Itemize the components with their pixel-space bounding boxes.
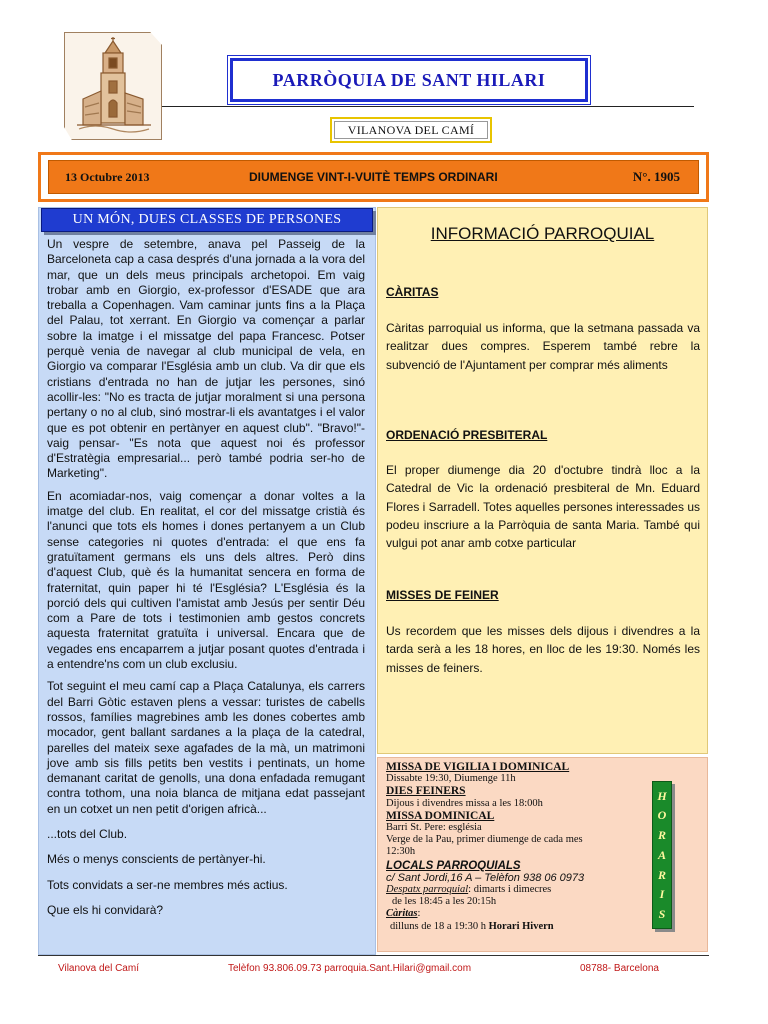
office-hours: de les 18:45 a les 20:15h: [392, 896, 497, 908]
horaris-letter: I: [659, 887, 665, 902]
footer-postcode: 08788- Barcelona: [580, 963, 659, 974]
caritas-schedule-label: Càritas: [386, 908, 418, 920]
caritas-body: Càritas parroquial us informa, que la setmana passada va realitzar dues compres. Esperem també rebre la subvenció de l'Ajuntament per comprar més aliments: [386, 321, 700, 372]
article-paragraph: Que els hi convidarà?: [47, 902, 164, 917]
caritas-note: Horari Hivern: [488, 920, 554, 932]
footer-divider: [38, 955, 709, 956]
header-divider: [162, 106, 694, 107]
horaris-letter: O: [657, 808, 667, 823]
office-label: Despatx parroquial: [386, 884, 469, 896]
article-column: [38, 207, 376, 955]
weekday-masses-body: Us recordem que les misses dels dijous i divendres a la tarda serà a les 18 hores, en lloc de les 19:30. Només les misses de feiners.: [386, 624, 700, 675]
article-paragraph: Un vespre de setembre, anava pel Passeig de la Barceloneta cap a casa després d'una jornada a la vora del mar, que un dels meus principals archetopoi. Em vaig trobar amb en Giorgio, ex-professor d'ESADE que ara treballa a Copenhagen. Vam caminar junts fins a la Plaça del Palau, tot xerrant. En Giorgio va començar a parlar sobre la imatge i el missatge del papa Francesc. Potser perquè venia de navegar al club municipal de vela, en Giorgio va comparar l'Església amb un club. Va dir que els cristians d'entrada no han de jutjar les persones, sinó acollir-les: "No es tracta de jutjar moralment si una persona pertany o no al club, sinó mostrar-li els avantatges i el valor que es pot obtenir en pertànyer en aquest club". "Bravo!"- vaig pensar- "Es nota que aquest noi és professor d'Estratègia empresarial... però també podria ser-ho de Marketing".: [47, 237, 365, 481]
article-paragraph: En acomiadar-nos, vaig començar a donar voltes a la imatge del club. En realitat, el cor del missatge cristià és l'anunci que tots els homes i dones pertanyem a un Club sense categories ni quotes d'entrada: el que ens fa gratuïtament germans els uns dels altres. Però dins d'aquest Club, què és la humanitat sencera en forma de fraternitat, quin paper hi té l'Església? L'Església és la porció dels qui cultiven l'amistat amb Jesús per sentir Déu com a Pare de tots i testimonien amb gestos concrets aquesta fraternitat gratuïta i universal. Encara que de vegades ens encaparrem a jutjar posant quotes d'entrada i a entendre'ns com un club exclusiu.: [47, 488, 365, 672]
caritas-day: dilluns de 18 a 19:30 h: [390, 920, 489, 932]
church-tower-icon: [65, 33, 161, 139]
horaris-letter: H: [657, 788, 667, 803]
footer-town: Vilanova del Camí: [58, 963, 139, 974]
vigil-heading: MISSA DE VIGILIA I DOMINICAL: [386, 761, 570, 773]
office-days: : dimarts i dimecres: [468, 884, 552, 896]
issue-date: 13 Octubre 2013: [65, 169, 150, 184]
schedule-panel: [377, 757, 708, 952]
locals-heading: LOCALS PARROQUIALS: [386, 859, 521, 872]
horaris-label: [652, 781, 672, 929]
parish-info-panel: [377, 207, 708, 754]
caritas-hours-line: [386, 921, 646, 933]
horaris-letter: S: [658, 906, 666, 921]
footer-contact: Telèfon 93.806.09.73 parroquia.Sant.Hilari@gmail.com: [228, 963, 472, 974]
horaris-letter: R: [657, 867, 666, 882]
caritas-heading: CÀRITAS: [386, 285, 439, 299]
sunday-heading: MISSA DOMINICAL: [386, 809, 495, 822]
locals-address: c/ Sant Jordi,16 A – Telèfon 938 06 0973: [386, 871, 585, 884]
weekdays-times: Dijous i divendres missa a les 18:00h: [386, 797, 543, 809]
vigil-times: Dissabte 19:30, Diumenge 11h: [386, 773, 516, 785]
schedule-text: [386, 761, 646, 933]
weekdays-heading: DIES FEINERS: [386, 785, 466, 798]
article-paragraph: Més o menys conscients de pertànyer-hi.: [47, 852, 266, 867]
article-paragraph: Tot seguint el meu camí cap a Plaça Catalunya, els carrers del Barri Gòtic estaven plens a vessar: turistes de cabells rossos, famílies magrebines amb les dones cobertes amb mocador, gent ballant sardanes a la plaça de la catedral, parelles del mateix sexe agafades de la mà, un matrimoni jove amb sis fills petits ben vestits i pentinats, un home demanant caritat de genolls, una dona enfadada remugant contra tothom, una noia blanca de mitjana edat passejant en un cotxet un nen petit d'origen africà...: [47, 679, 365, 816]
caritas-label: Càritas:: [386, 908, 421, 920]
parish-logo: [64, 32, 162, 140]
office-line: [386, 884, 646, 896]
article-paragraph: ...tots del Club.: [47, 826, 128, 841]
horaris-letter: R: [657, 828, 666, 843]
issue-number: N°. 1905: [632, 169, 680, 184]
date-bar: [38, 152, 709, 202]
parish-title: PARRÒQUIA DE SANT HILARI: [230, 58, 588, 102]
sunday-time: 12:30h: [386, 846, 416, 858]
article-body: [47, 237, 365, 925]
article-paragraph: Tots convidats a ser-ne membres més actius.: [47, 877, 288, 892]
date-bar-inner: [48, 160, 699, 194]
horaris-letter: A: [657, 847, 666, 862]
weekday-masses-heading: MISSES DE FEINER: [386, 588, 499, 602]
article-title: UN MÓN, DUES CLASSES DE PERSONES: [41, 208, 373, 232]
info-title: INFORMACIÓ PARROQUIAL: [430, 224, 655, 243]
town-name: VILANOVA DEL CAMÍ: [347, 122, 475, 137]
sunday-chapel: Verge de la Pau, primer diumenge de cada mes: [386, 834, 583, 846]
town-subtitle: [330, 117, 492, 143]
ordination-body: El proper diumenge dia 20 d'octubre tindrà lloc a la Catedral de Vic la ordenació presbiteral de Mn. Eduard Flores i Sarradell. Totes aquelles persones interessades us podeu inscriure a la Parròquia de santa Maria. També qui vulgui pot anar amb cotxe particular: [386, 463, 700, 551]
ordination-heading: ORDENACIÓ PRESBITERAL: [386, 428, 548, 442]
sunday-location: Barri St. Pere: església: [386, 822, 482, 834]
liturgical-sunday: DIUMENGE VINT-I-VUITÈ TEMPS ORDINARI: [249, 170, 498, 184]
